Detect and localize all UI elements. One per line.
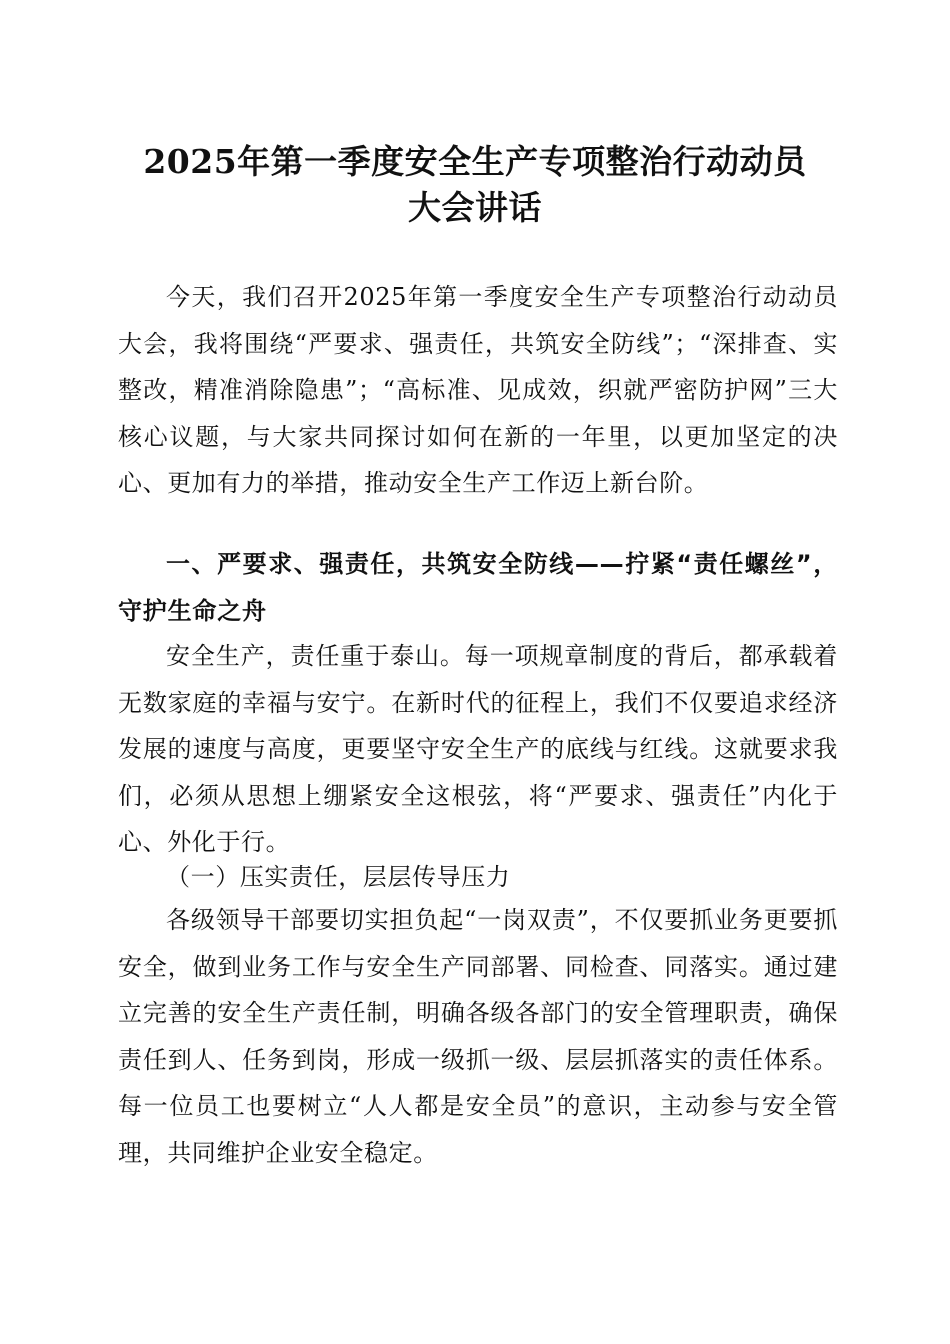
intro-paragraph: 今天，我们召开2025年第一季度安全生产专项整治行动动员大会，我将围绕“严要求、强责任，共筑安全防线”；“深排查、实整改，精准消除隐患”；“高标准、见成效，织就严密防护网”三大核心议题，与大家共同探讨如何在新的一年里，以更加坚定的决心、更加有力的举措，推动安全生产工作迈上新台阶。 bbox=[118, 283, 838, 497]
subsection-1-paragraph: 各级领导干部要切实担负起“一岗双责”，不仅要抓业务更要抓安全，做到业务工作与安全生产同部署、同检查、同落实。通过建立完善的安全生产责任制，明确各级各部门的安全管理职责，确保责任到人、任务到岗，形成一级抓一级、层层抓落实的责任体系。每一位员工也要树立“人人都是安全员”的意识，主动参与安全管理，共同维护企业安全稳定。 bbox=[118, 906, 838, 1167]
document-title-line-2: 大会讲话 bbox=[408, 188, 542, 227]
subsection-heading-1: （一）压实责任，层层传导压力 bbox=[166, 863, 511, 891]
section-heading-1: 一、严要求、强责任，共筑安全防线——拧紧“责任螺丝”，守护生命之舟 bbox=[118, 550, 838, 625]
section-1-paragraph: 安全生产，责任重于泰山。每一项规章制度的背后，都承载着无数家庭的幸福与安宁。在新时代的征程上，我们不仅要追求经济发展的速度与高度，更要坚守安全生产的底线与红线。这就要求我们，必须从思想上绷紧安全这根弦，将“严要求、强责任”内化于心、外化于行。 bbox=[118, 642, 838, 856]
document-title-line-1: 2025年第一季度安全生产专项整治行动动员 bbox=[143, 142, 807, 181]
